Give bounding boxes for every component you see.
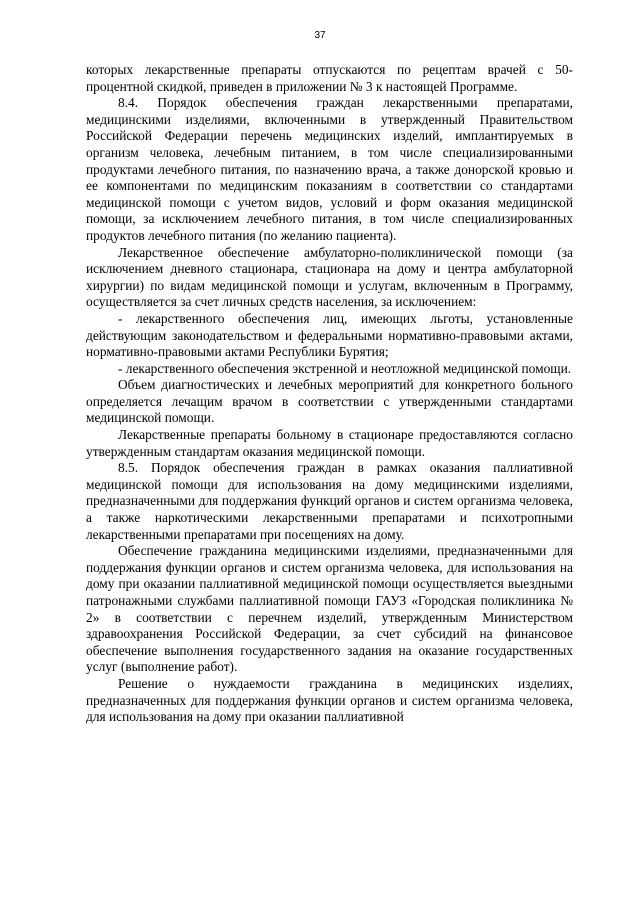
- document-body: [86, 62, 573, 726]
- paragraph-diagnostic-volume: Объем диагностических и лечебных мероприятий для конкретного больного определяется лечащим врачом в соответствии с утвержденными стандартами медицинской помощи.: [86, 377, 573, 426]
- paragraph-inpatient-drugs: Лекарственные препараты больному в стационаре предоставляются согласно утвержденным стандартам оказания медицинской помощи.: [86, 427, 573, 459]
- paragraph-outpatient-drug-supply: Лекарственное обеспечение амбулаторно-поликлинической помощи (за исключением дневного стационара, стационара на дому и центра амбулаторной хирургии) по видам медицинской помощи и услугам, включенным в Программу, осуществляется за счет личных средств населения, за исключением:: [86, 244, 573, 310]
- list-item-privileged-persons: - лекарственного обеспечения лиц, имеющих льготы, установленные действующим законодательством и федеральными нормативно-правовыми актами, нормативно-правовыми актами Республики Бурятия;: [86, 310, 573, 360]
- paragraph-section-8-4: 8.4. Порядок обеспечения граждан лекарственными препаратами, медицинскими изделиями, включенными в утвержденный Правительством Российской Федерации перечень медицинских изделий, имплантируемых в организм человека, лечебным питанием, в том числе специализированными продуктами лечебного питания, по назначению врача, а также донорской кровью и ее компонентами по медицинским показаниям в соответствии со стандартами медицинской помощи с учетом видов, условий и форм оказания медицинской помощи, за исключением лечебного питания, в том числе специализированных продуктов лечебного питания (по желанию пациента).: [86, 95, 573, 243]
- paragraph-continuation: которых лекарственные препараты отпускаются по рецептам врачей с 50-процентной скидкой, приведен в приложении № 3 к настоящей Программе.: [86, 62, 573, 94]
- paragraph-section-8-5: 8.5. Порядок обеспечения граждан в рамках оказания паллиативной медицинской помощи для использования на дому медицинскими изделиями, предназначенными для поддержания функций органов и систем организма человека, а также наркотическими лекарственными препаратами и психотропными лекарственными препаратами при посещениях на дому.: [86, 460, 573, 542]
- paragraph-need-decision: Решение о нуждаемости гражданина в медицинских изделиях, предназначенных для поддержания функции органов и систем организма человека, для использования на дому при оказании паллиативной: [86, 675, 573, 725]
- paragraph-medical-devices-supply: Обеспечение гражданина медицинскими изделиями, предназначенными для поддержания функции органов и систем организма человека, для использования на дому при оказании паллиативной медицинской помощи осуществляется выездными патронажными службами паллиативной помощи ГАУЗ «Городская поликлиника № 2» в соответствии с перечнем изделий, утвержденным Министерством здравоохранения Российской Федерации, за счет субсидий на финансовое обеспечение выполнения государственного задания на оказание государственных услуг (выполнение работ).: [86, 543, 573, 675]
- page-number: 37: [314, 30, 326, 41]
- list-item-emergency-care: - лекарственного обеспечения экстренной и неотложной медицинской помощи.: [118, 360, 572, 376]
